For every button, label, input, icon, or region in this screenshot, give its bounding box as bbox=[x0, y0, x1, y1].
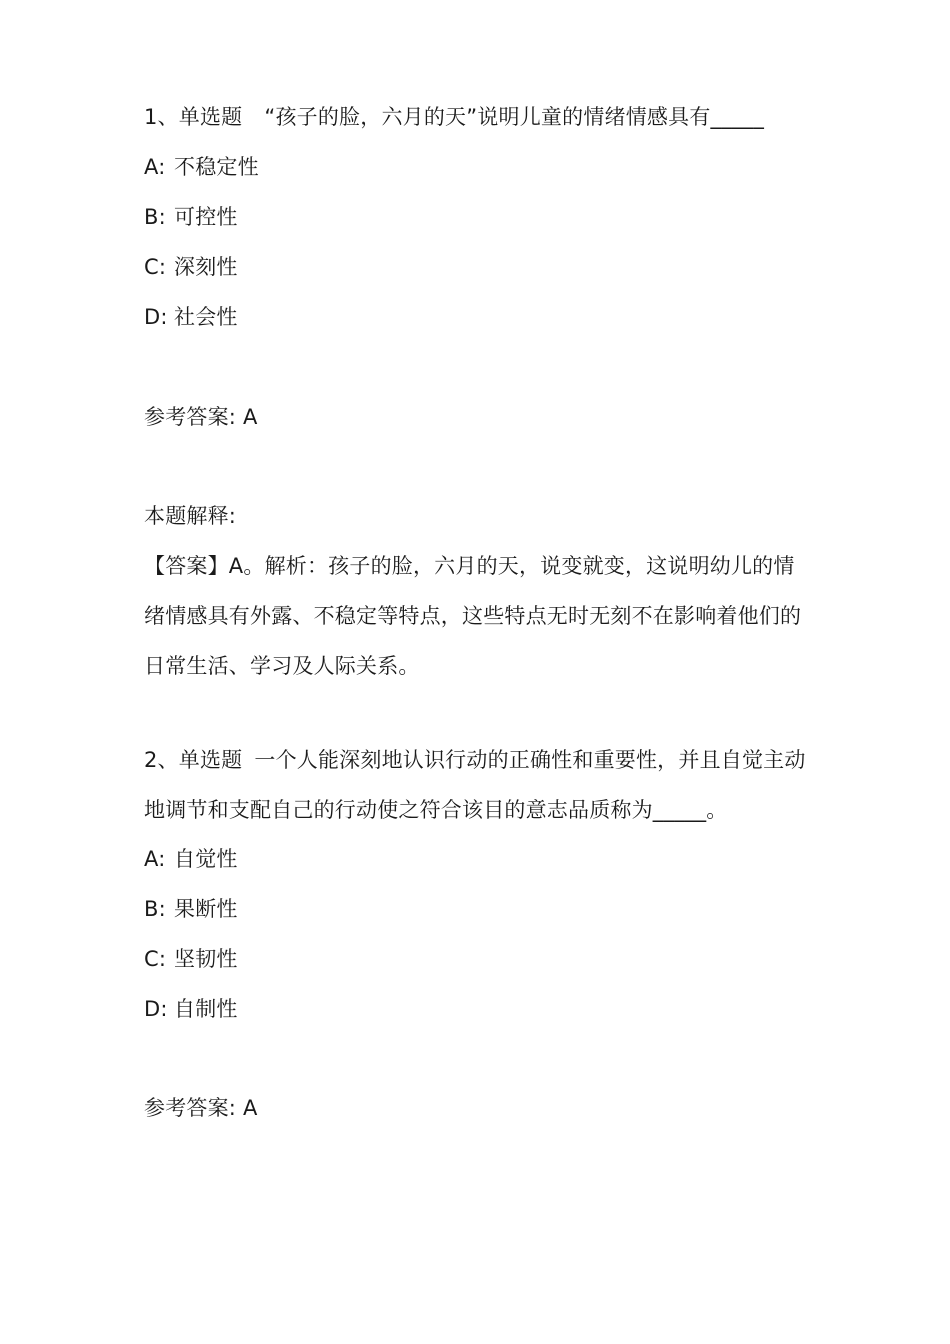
option-letter: A: bbox=[144, 847, 166, 871]
option-letter: B: bbox=[144, 205, 166, 229]
question-1-text: “孩子的脸，六月的天”说明儿童的情绪情感具有_____ bbox=[264, 105, 765, 129]
question-2-text-line-2: 地调节和支配自己的行动使之符合该目的意志品质称为_____。 bbox=[144, 798, 728, 822]
option-text: 自觉性 bbox=[174, 847, 238, 871]
question-1-option-d bbox=[144, 302, 814, 332]
question-1-explanation-line-3: 日常生活、学习及人际关系。 bbox=[144, 654, 420, 678]
question-2-option-d bbox=[144, 994, 814, 1024]
question-2-prefix: 2、单选题 bbox=[144, 748, 243, 772]
question-1-stem bbox=[144, 102, 814, 132]
option-text: 果断性 bbox=[174, 897, 238, 921]
option-text: 坚韧性 bbox=[174, 947, 238, 971]
question-2-option-a bbox=[144, 844, 814, 874]
question-1-prefix: 1、单选题 bbox=[144, 105, 243, 129]
option-text: 自制性 bbox=[174, 997, 238, 1021]
question-2-option-b bbox=[144, 894, 814, 924]
question-1-answer: 参考答案: A bbox=[144, 405, 258, 429]
question-2-answer: 参考答案: A bbox=[144, 1096, 258, 1120]
question-1-option-a bbox=[144, 152, 814, 182]
question-2-stem bbox=[144, 745, 814, 775]
option-text: 社会性 bbox=[174, 305, 238, 329]
option-letter: A: bbox=[144, 155, 166, 179]
question-1-option-b bbox=[144, 202, 814, 232]
question-1-explanation-line-2: 绪情感具有外露、不稳定等特点，这些特点无时无刻不在影响着他们的 bbox=[144, 604, 802, 628]
option-letter: D: bbox=[144, 997, 168, 1021]
question-1-explanation-title: 本题解释: bbox=[144, 504, 237, 528]
question-1-option-c bbox=[144, 252, 814, 282]
question-1-explanation-line-1: 【答案】A。解析：孩子的脸，六月的天，说变就变，这说明幼儿的情 bbox=[144, 554, 795, 578]
option-letter: C: bbox=[144, 947, 167, 971]
option-letter: D: bbox=[144, 305, 168, 329]
option-text: 不稳定性 bbox=[174, 155, 259, 179]
question-2-option-c bbox=[144, 944, 814, 974]
option-text: 可控性 bbox=[174, 205, 238, 229]
option-letter: C: bbox=[144, 255, 167, 279]
option-letter: B: bbox=[144, 897, 166, 921]
question-2-text-line-1: 一个人能深刻地认识行动的正确性和重要性，并且自觉主动 bbox=[254, 748, 806, 772]
option-text: 深刻性 bbox=[174, 255, 238, 279]
